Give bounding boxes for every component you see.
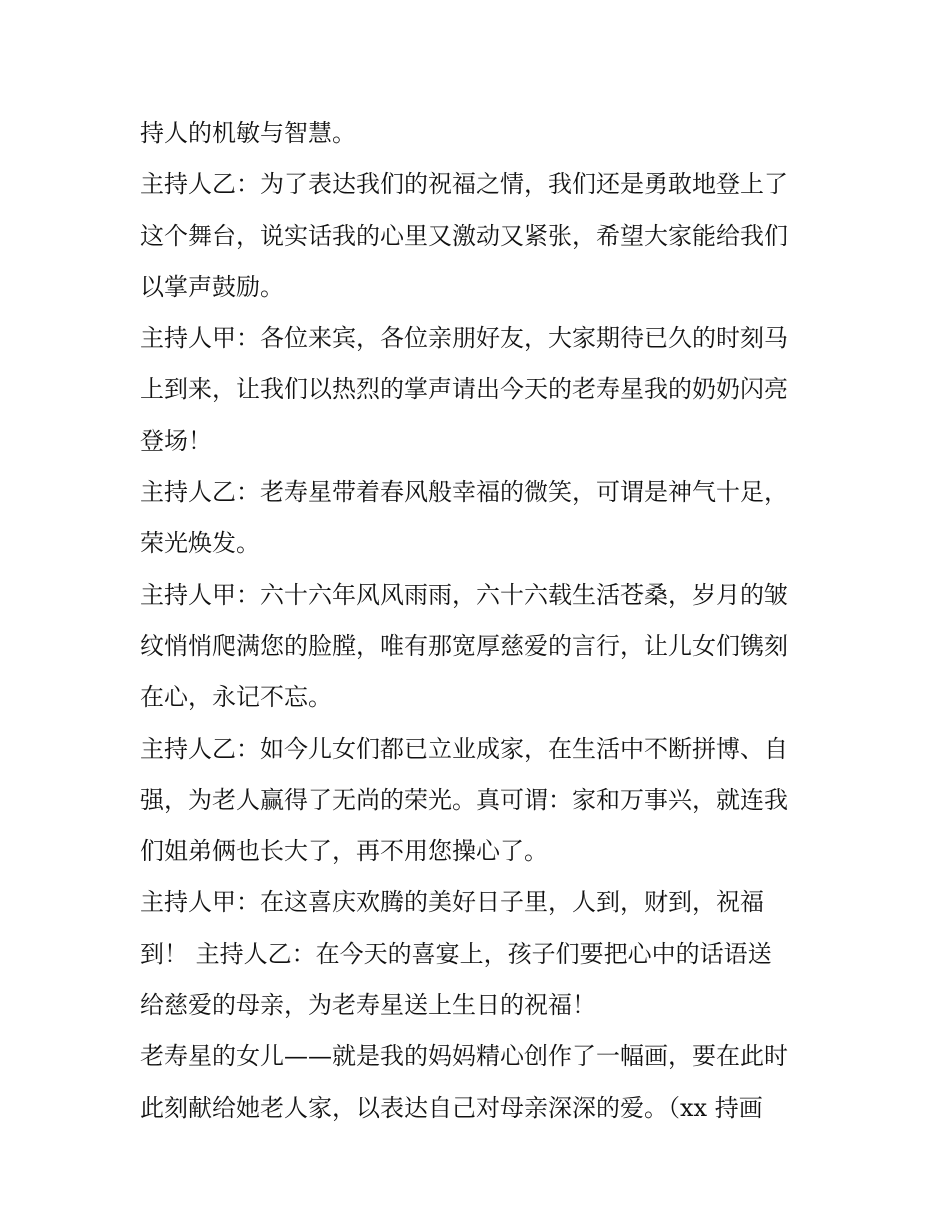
text-line: 主持人甲：在这喜庆欢腾的美好日子里，人到，财到，祝福 xyxy=(140,888,764,917)
text-line: 这个舞台，说实话我的心里又激动又紧张，希望大家能给我们 xyxy=(140,221,788,250)
text-line: 纹悄悄爬满您的脸膛，唯有那宽厚慈爱的言行，让儿女们镌刻 xyxy=(140,631,788,660)
text-line: 主持人乙：老寿星带着春风般幸福的微笑，可谓是神气十足， xyxy=(140,478,788,507)
text-line: 们姐弟俩也长大了，再不用您操心了。 xyxy=(140,837,548,866)
text-line: 主持人乙：如今儿女们都已立业成家，在生活中不断拼博、自 xyxy=(140,734,788,763)
text-line: 持人的机敏与智慧。 xyxy=(140,119,356,147)
text-line: 上到来，让我们以热烈的掌声请出今天的老寿星我的奶奶闪亮 xyxy=(140,375,788,404)
text-line: 强，为老人赢得了无尚的荣光。真可谓：家和万事兴，就连我 xyxy=(140,785,788,814)
text-line: 主持人乙：为了表达我们的祝福之情，我们还是勇敢地登上了 xyxy=(140,170,788,199)
text-line: 主持人甲：六十六年风风雨雨，六十六载生活苍桑，岁月的皱 xyxy=(140,580,788,609)
text-line: 荣光焕发。 xyxy=(140,529,260,558)
text-line: 在心，永记不忘。 xyxy=(140,683,332,712)
text-line: 主持人甲：各位来宾，各位亲朋好友，大家期待已久的时刻马 xyxy=(140,324,788,353)
text-line: 给慈爱的母亲，为老寿星送上生日的祝福！ xyxy=(140,991,596,1020)
text-line: 老寿星的女儿——就是我的妈妈精心创作了一幅画，要在此时 xyxy=(140,1042,788,1071)
text-line: 此刻献给她老人家，以表达自己对母亲深深的爱。（xx 持画 xyxy=(140,1093,763,1122)
document-body xyxy=(140,108,820,1134)
text-line: 登场！ xyxy=(140,426,212,455)
text-line: 到！ 主持人乙：在今天的喜宴上，孩子们要把心中的话语送 xyxy=(140,939,772,968)
text-line: 以掌声鼓励。 xyxy=(140,272,284,301)
